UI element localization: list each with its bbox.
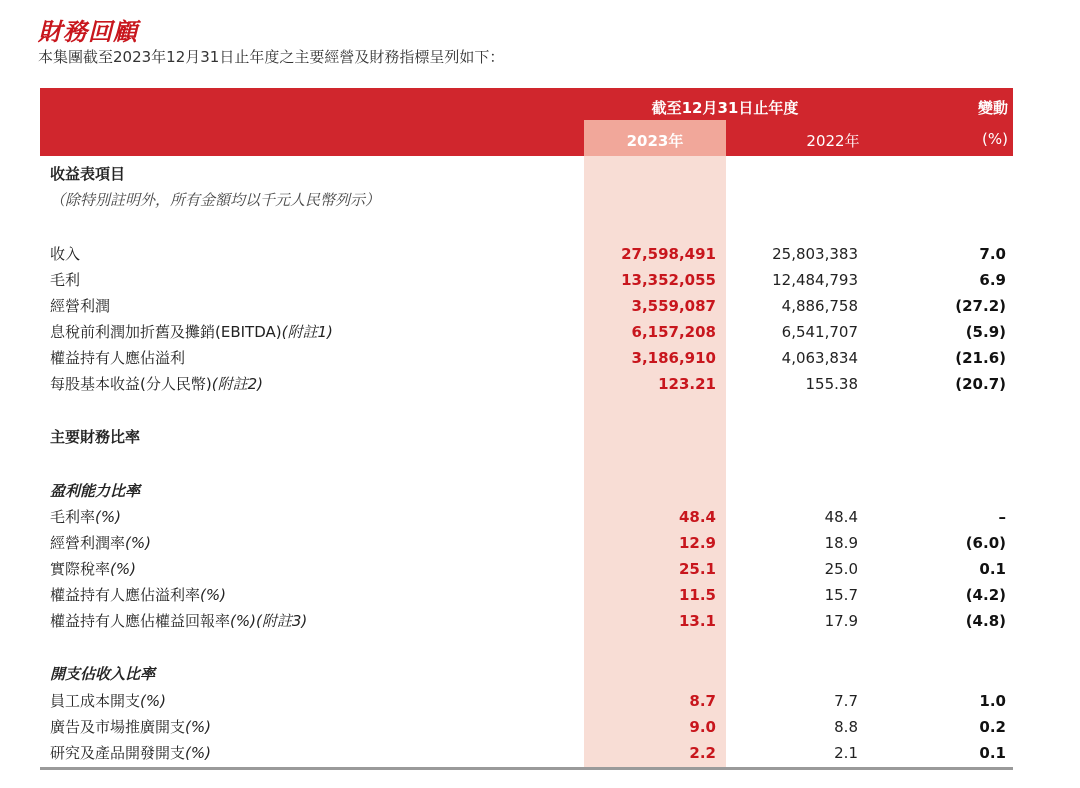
section-income-title-row [40, 161, 1013, 187]
section-ratios-title-row [40, 424, 1013, 450]
section-profitability-title: 盈利能力比率 [50, 482, 141, 500]
row-value-2022: 25.0 [824, 560, 858, 578]
table-row [40, 556, 1013, 582]
row-value-2023: 9.0 [689, 718, 716, 736]
table-bottom-rule [40, 767, 1013, 770]
table-row [40, 740, 1013, 766]
table-row [40, 714, 1013, 740]
row-value-2022: 18.9 [824, 534, 858, 552]
row-value-2023: 25.1 [678, 560, 716, 578]
row-label: 實際稅率(%) [50, 560, 136, 578]
table-row [40, 345, 1013, 371]
row-change: 7.0 [979, 245, 1006, 263]
row-value-2023: 12.9 [678, 534, 716, 552]
row-value-2022: 25,803,383 [772, 245, 858, 263]
row-value-2023: 27,598,491 [621, 245, 716, 263]
row-label: 經營利潤 [50, 297, 111, 315]
row-value-2022: 8.8 [834, 718, 858, 736]
row-change: 0.1 [979, 560, 1006, 578]
row-label: 毛利率(%) [50, 508, 121, 526]
row-change: 0.1 [979, 744, 1006, 762]
section-expense-title: 開支佔收入比率 [50, 665, 156, 683]
row-change: 1.0 [979, 692, 1006, 710]
row-value-2023: 3,186,910 [631, 349, 716, 367]
row-value-2022: 48.4 [824, 508, 858, 526]
row-value-2023: 123.21 [658, 375, 716, 393]
row-label: 權益持有人應佔溢利率(%) [50, 586, 226, 604]
table-row [40, 530, 1013, 556]
row-value-2023: 8.7 [689, 692, 716, 710]
row-value-2022: 15.7 [824, 586, 858, 604]
row-value-2023: 2.2 [689, 744, 716, 762]
row-value-2022: 155.38 [805, 375, 858, 393]
header-percent: (%) [982, 130, 1008, 148]
row-value-2022: 6,541,707 [781, 323, 858, 341]
row-change: (21.6) [955, 349, 1006, 367]
table-row [40, 267, 1013, 293]
table-row [40, 582, 1013, 608]
row-value-2023: 3,559,087 [631, 297, 716, 315]
table-row [40, 504, 1013, 530]
row-label: 研究及產品開發開支(%) [50, 744, 211, 762]
row-label: 員工成本開支(%) [50, 692, 166, 710]
row-change: 6.9 [979, 271, 1006, 289]
row-change: (5.9) [965, 323, 1006, 341]
row-value-2022: 4,886,758 [781, 297, 858, 315]
row-value-2022: 7.7 [834, 692, 858, 710]
table-row [40, 319, 1013, 345]
row-change: (4.8) [965, 612, 1006, 630]
row-change: 0.2 [979, 718, 1006, 736]
header-year-2022: 2022年 [806, 132, 860, 150]
row-value-2022: 12,484,793 [772, 271, 858, 289]
row-label: 權益持有人應佔權益回報率(%)(附註3) [50, 612, 308, 630]
header-year-2023: 2023年 [626, 132, 684, 150]
header-change: 變動 [977, 99, 1008, 117]
row-value-2022: 4,063,834 [781, 349, 858, 367]
row-change: (20.7) [955, 375, 1006, 393]
table-row [40, 371, 1013, 397]
page-title: 財務回顧 [38, 18, 138, 46]
row-value-2022: 2.1 [834, 744, 858, 762]
row-value-2023: 11.5 [678, 586, 716, 604]
row-value-2023: 13,352,055 [621, 271, 716, 289]
row-label: 息稅前利潤加折舊及攤銷(EBITDA)(附註1) [50, 323, 333, 341]
section-income-note: （除特別註明外，所有金額均以千元人民幣列示） [50, 191, 381, 209]
row-change: – [998, 508, 1006, 526]
section-expense-title-row [40, 661, 1013, 687]
row-label: 收入 [50, 245, 81, 263]
row-label: 毛利 [50, 271, 81, 289]
table-row [40, 608, 1013, 634]
table-row [40, 293, 1013, 319]
row-value-2022: 17.9 [824, 612, 858, 630]
row-label: 廣告及市場推廣開支(%) [50, 718, 211, 736]
row-change: (27.2) [955, 297, 1006, 315]
row-value-2023: 6,157,208 [631, 323, 716, 341]
section-income-title: 收益表項目 [50, 165, 126, 183]
row-value-2023: 48.4 [678, 508, 716, 526]
row-label: 權益持有人應佔溢利 [50, 349, 186, 367]
row-label: 經營利潤率(%) [50, 534, 151, 552]
table-row [40, 688, 1013, 714]
row-value-2023: 13.1 [678, 612, 716, 630]
section-profitability-title-row [40, 478, 1013, 504]
row-change: (4.2) [965, 586, 1006, 604]
table-row [40, 241, 1013, 267]
section-ratios-title: 主要財務比率 [50, 428, 141, 446]
page-subtitle: 本集團截至2023年12月31日止年度之主要經營及財務指標呈列如下： [38, 48, 505, 66]
row-change: (6.0) [965, 534, 1006, 552]
header-period: 截至12月31日止年度 [651, 99, 799, 117]
section-income-note-row [40, 187, 1013, 213]
row-label: 每股基本收益(分人民幣)(附註2) [50, 375, 263, 393]
